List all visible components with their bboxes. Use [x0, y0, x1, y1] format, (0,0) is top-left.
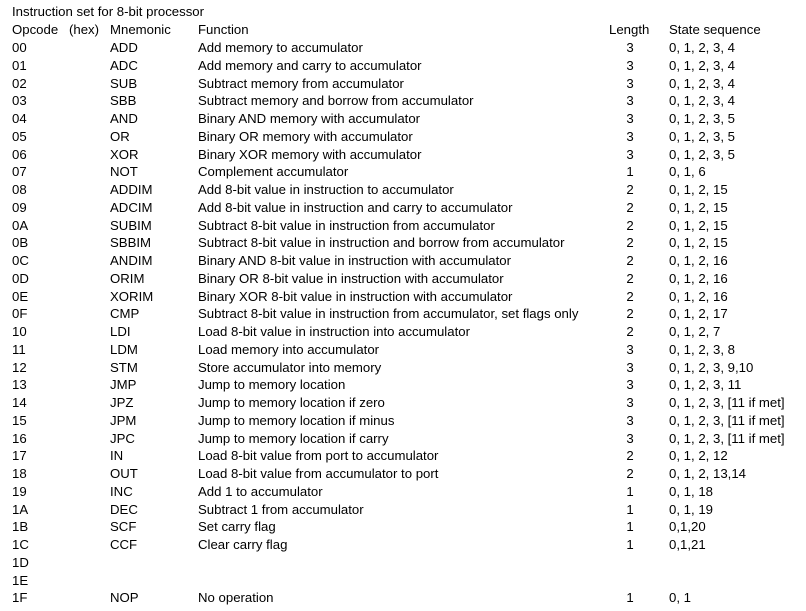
opcode-cell: 15	[12, 412, 27, 428]
length-cell: 3	[626, 412, 634, 428]
state-sequence-cell: 0, 1, 2, 3, 8	[669, 341, 735, 357]
state-sequence-cell: 0, 1, 2, 15	[669, 199, 728, 215]
table-row	[0, 341, 806, 359]
function-cell: Jump to memory location if minus	[198, 412, 395, 428]
opcode-cell: 05	[12, 128, 27, 144]
mnemonic-cell: ADDIM	[110, 182, 153, 197]
table-row	[0, 234, 806, 252]
mnemonic-cell: JPZ	[110, 395, 134, 410]
state-sequence-cell: 0, 1, 19	[669, 501, 713, 517]
table-row	[0, 412, 806, 430]
opcode-cell: 1F	[12, 590, 28, 606]
table-row	[0, 270, 806, 288]
table-row	[0, 323, 806, 341]
opcode-cell: 19	[12, 483, 27, 499]
state-sequence-cell: 0, 1, 6	[669, 164, 706, 180]
mnemonic-cell: ADD	[110, 40, 138, 55]
function-cell: Binary AND 8-bit value in instruction with accumulator	[198, 253, 511, 268]
table-row	[0, 589, 806, 607]
state-sequence-cell: 0,1,21	[669, 537, 706, 552]
function-cell: Complement accumulator	[198, 164, 349, 180]
length-cell: 2	[626, 448, 634, 464]
mnemonic-cell: NOT	[110, 164, 138, 180]
function-cell: Set carry flag	[198, 519, 276, 535]
length-cell: 3	[626, 359, 634, 375]
opcode-cell: 08	[12, 182, 27, 197]
header-state-sequence: State sequence	[669, 22, 761, 37]
length-cell: 1	[626, 537, 634, 552]
mnemonic-cell: JMP	[110, 377, 137, 393]
table-row	[0, 536, 806, 554]
mnemonic-cell: STM	[110, 359, 138, 375]
state-sequence-cell: 0, 1, 2, 3, 5	[669, 111, 735, 126]
table-row	[0, 518, 806, 536]
mnemonic-cell: XOR	[110, 146, 139, 162]
length-cell: 2	[626, 306, 634, 322]
table-row	[0, 305, 806, 323]
header-function: Function	[198, 22, 249, 37]
opcode-cell: 0D	[12, 270, 29, 286]
mnemonic-cell: NOP	[110, 590, 139, 606]
length-cell: 3	[626, 75, 634, 91]
mnemonic-cell: LDI	[110, 324, 131, 339]
table-row	[0, 447, 806, 465]
opcode-cell: 02	[12, 75, 27, 91]
mnemonic-cell: ANDIM	[110, 253, 153, 268]
state-sequence-cell: 0, 1, 2, 7	[669, 324, 721, 339]
opcode-cell: 09	[12, 199, 27, 215]
function-cell: Load memory into accumulator	[198, 341, 380, 357]
function-cell: Load 8-bit value from accumulator to port	[198, 466, 439, 481]
mnemonic-cell: INC	[110, 483, 133, 499]
function-cell: Add 8-bit value in instruction and carry to accumulator	[198, 199, 513, 215]
table-row	[0, 110, 806, 128]
table-row	[0, 430, 806, 448]
table-row	[0, 92, 806, 110]
table-row	[0, 483, 806, 501]
length-cell: 2	[626, 253, 634, 268]
table-row	[0, 217, 806, 235]
mnemonic-cell: JPC	[110, 430, 135, 446]
opcode-cell: 11	[12, 341, 26, 357]
length-cell: 3	[626, 341, 634, 357]
opcode-cell: 0A	[12, 217, 29, 233]
function-cell: Binary XOR memory with accumulator	[198, 146, 422, 162]
length-cell: 2	[626, 199, 634, 215]
state-sequence-cell: 0, 1, 2, 3, 11	[669, 377, 742, 393]
function-cell: Binary AND memory with accumulator	[198, 111, 421, 126]
function-cell: Load 8-bit value in instruction into accumulator	[198, 324, 470, 339]
state-sequence-cell: 0, 1, 2, 3, 4	[669, 93, 735, 109]
length-cell: 1	[626, 501, 634, 517]
mnemonic-cell: SCF	[110, 519, 137, 535]
header-row	[0, 21, 806, 39]
opcode-cell: 0B	[12, 235, 29, 251]
table-row	[0, 554, 806, 572]
function-cell: Subtract 1 from accumulator	[198, 501, 364, 517]
length-cell: 2	[626, 217, 634, 233]
opcode-cell: 0E	[12, 288, 29, 304]
mnemonic-cell: XORIM	[110, 288, 154, 304]
opcode-cell: 0C	[12, 253, 29, 268]
function-cell: Binary XOR 8-bit value in instruction with accumulator	[198, 288, 513, 304]
length-cell: 3	[626, 111, 634, 126]
header-length: Length	[609, 22, 650, 37]
length-cell: 3	[626, 57, 634, 73]
length-cell: 3	[626, 377, 634, 393]
function-cell: Subtract 8-bit value in instruction from accumulator, set flags only	[198, 306, 579, 322]
length-cell: 2	[626, 288, 634, 304]
opcode-cell: 07	[12, 164, 27, 180]
function-cell: Binary OR memory with accumulator	[198, 128, 413, 144]
length-cell: 3	[626, 93, 634, 109]
state-sequence-cell: 0, 1, 2, 15	[669, 217, 728, 233]
state-sequence-cell: 0, 1, 2, 3, 4	[669, 57, 735, 73]
mnemonic-cell: AND	[110, 111, 138, 126]
function-cell: Subtract memory from accumulator	[198, 75, 404, 91]
table-row	[0, 465, 806, 483]
length-cell: 2	[626, 270, 634, 286]
function-cell: Jump to memory location	[198, 377, 346, 393]
mnemonic-cell: ADCIM	[110, 199, 153, 215]
opcode-cell: 01	[12, 57, 27, 73]
opcode-cell: 18	[12, 466, 27, 481]
length-cell: 2	[626, 182, 634, 197]
header-opcode: Opcode	[12, 22, 59, 37]
length-cell: 3	[626, 128, 634, 144]
table-row	[0, 252, 806, 270]
mnemonic-cell: CMP	[110, 306, 140, 322]
table-row	[0, 199, 806, 217]
opcode-cell: 1A	[12, 501, 29, 517]
function-cell: Load 8-bit value from port to accumulator	[198, 448, 439, 464]
opcode-cell: 03	[12, 93, 27, 109]
function-cell: Store accumulator into memory	[198, 359, 382, 375]
state-sequence-cell: 0,1,20	[669, 519, 706, 535]
table-row	[0, 128, 806, 146]
mnemonic-cell: DEC	[110, 501, 138, 517]
length-cell: 3	[626, 146, 634, 162]
mnemonic-cell: SUBIM	[110, 217, 152, 233]
length-cell: 3	[626, 395, 634, 410]
length-cell: 2	[626, 324, 634, 339]
function-cell: Subtract 8-bit value in instruction from accumulator	[198, 217, 495, 233]
state-sequence-cell: 0, 1, 2, 13,14	[669, 466, 746, 481]
table-row	[0, 288, 806, 306]
opcode-cell: 04	[12, 111, 27, 126]
mnemonic-cell: SBB	[110, 93, 137, 109]
function-cell: Subtract 8-bit value in instruction and borrow from accumulator	[198, 235, 565, 251]
table-row	[0, 394, 806, 412]
mnemonic-cell: ORIM	[110, 270, 145, 286]
opcode-cell: 13	[12, 377, 27, 393]
state-sequence-cell: 0, 1, 2, 3, 5	[669, 146, 735, 162]
opcode-cell: 17	[12, 448, 27, 464]
table-row	[0, 75, 806, 93]
table-row	[0, 181, 806, 199]
opcode-cell: 00	[12, 40, 27, 55]
length-cell: 1	[626, 519, 634, 535]
opcode-cell: 16	[12, 430, 27, 446]
function-cell: Jump to memory location if carry	[198, 430, 389, 446]
opcode-cell: 14	[12, 395, 27, 410]
state-sequence-cell: 0, 1, 2, 3, [11 if met]	[669, 412, 785, 428]
length-cell: 3	[626, 40, 634, 55]
state-sequence-cell: 0, 1, 2, 3, 4	[669, 40, 735, 55]
table-row	[0, 572, 806, 590]
function-cell: Add 8-bit value in instruction to accumulator	[198, 182, 454, 197]
opcode-cell: 12	[12, 359, 27, 375]
function-cell: Clear carry flag	[198, 537, 288, 552]
state-sequence-cell: 0, 1, 2, 17	[669, 306, 728, 322]
table-row	[0, 501, 806, 519]
opcode-cell: 1D	[12, 554, 29, 570]
state-sequence-cell: 0, 1, 2, 15	[669, 235, 728, 251]
state-sequence-cell: 0, 1, 18	[669, 483, 713, 499]
header-hex: (hex)	[69, 22, 100, 37]
state-sequence-cell: 0, 1, 2, 16	[669, 253, 728, 268]
table-row	[0, 146, 806, 164]
length-cell: 2	[626, 235, 634, 251]
length-cell: 1	[626, 483, 634, 499]
table-row	[0, 57, 806, 75]
state-sequence-cell: 0, 1, 2, 3, [11 if met]	[669, 430, 785, 446]
length-cell: 3	[626, 430, 634, 446]
mnemonic-cell: IN	[110, 448, 124, 464]
opcode-cell: 0F	[12, 306, 28, 322]
sheet-title: Instruction set for 8-bit processor	[12, 4, 205, 19]
state-sequence-cell: 0, 1, 2, 3, 4	[669, 75, 735, 91]
state-sequence-cell: 0, 1	[669, 590, 691, 606]
function-cell: Add 1 to accumulator	[198, 483, 323, 499]
table-row	[0, 39, 806, 57]
opcode-cell: 1C	[12, 537, 29, 552]
function-cell: Add memory and carry to accumulator	[198, 57, 422, 73]
state-sequence-cell: 0, 1, 2, 16	[669, 270, 728, 286]
mnemonic-cell: CCF	[110, 537, 138, 552]
length-cell: 1	[626, 164, 634, 180]
table-row	[0, 163, 806, 181]
mnemonic-cell: LDM	[110, 341, 138, 357]
mnemonic-cell: JPM	[110, 412, 137, 428]
function-cell: Add memory to accumulator	[198, 40, 363, 55]
mnemonic-cell: OR	[110, 128, 130, 144]
state-sequence-cell: 0, 1, 2, 15	[669, 182, 728, 197]
function-cell: No operation	[198, 590, 274, 606]
function-cell: Binary OR 8-bit value in instruction with accumulator	[198, 270, 504, 286]
mnemonic-cell: SBBIM	[110, 235, 152, 251]
length-cell: 2	[626, 466, 634, 481]
opcode-cell: 1E	[12, 572, 29, 588]
table-row	[0, 359, 806, 377]
header-mnemonic: Mnemonic	[110, 22, 171, 37]
opcode-cell: 06	[12, 146, 27, 162]
opcode-cell: 10	[12, 324, 27, 339]
function-cell: Jump to memory location if zero	[198, 395, 385, 410]
opcode-cell: 1B	[12, 519, 29, 535]
state-sequence-cell: 0, 1, 2, 3, 5	[669, 128, 735, 144]
state-sequence-cell: 0, 1, 2, 3, [11 if met]	[669, 395, 785, 410]
mnemonic-cell: SUB	[110, 75, 138, 91]
table-row	[0, 376, 806, 394]
state-sequence-cell: 0, 1, 2, 12	[669, 448, 728, 464]
function-cell: Subtract memory and borrow from accumulator	[198, 93, 474, 109]
state-sequence-cell: 0, 1, 2, 16	[669, 288, 728, 304]
length-cell: 1	[626, 590, 634, 606]
state-sequence-cell: 0, 1, 2, 3, 9,10	[669, 359, 754, 375]
mnemonic-cell: ADC	[110, 57, 138, 73]
mnemonic-cell: OUT	[110, 466, 138, 481]
